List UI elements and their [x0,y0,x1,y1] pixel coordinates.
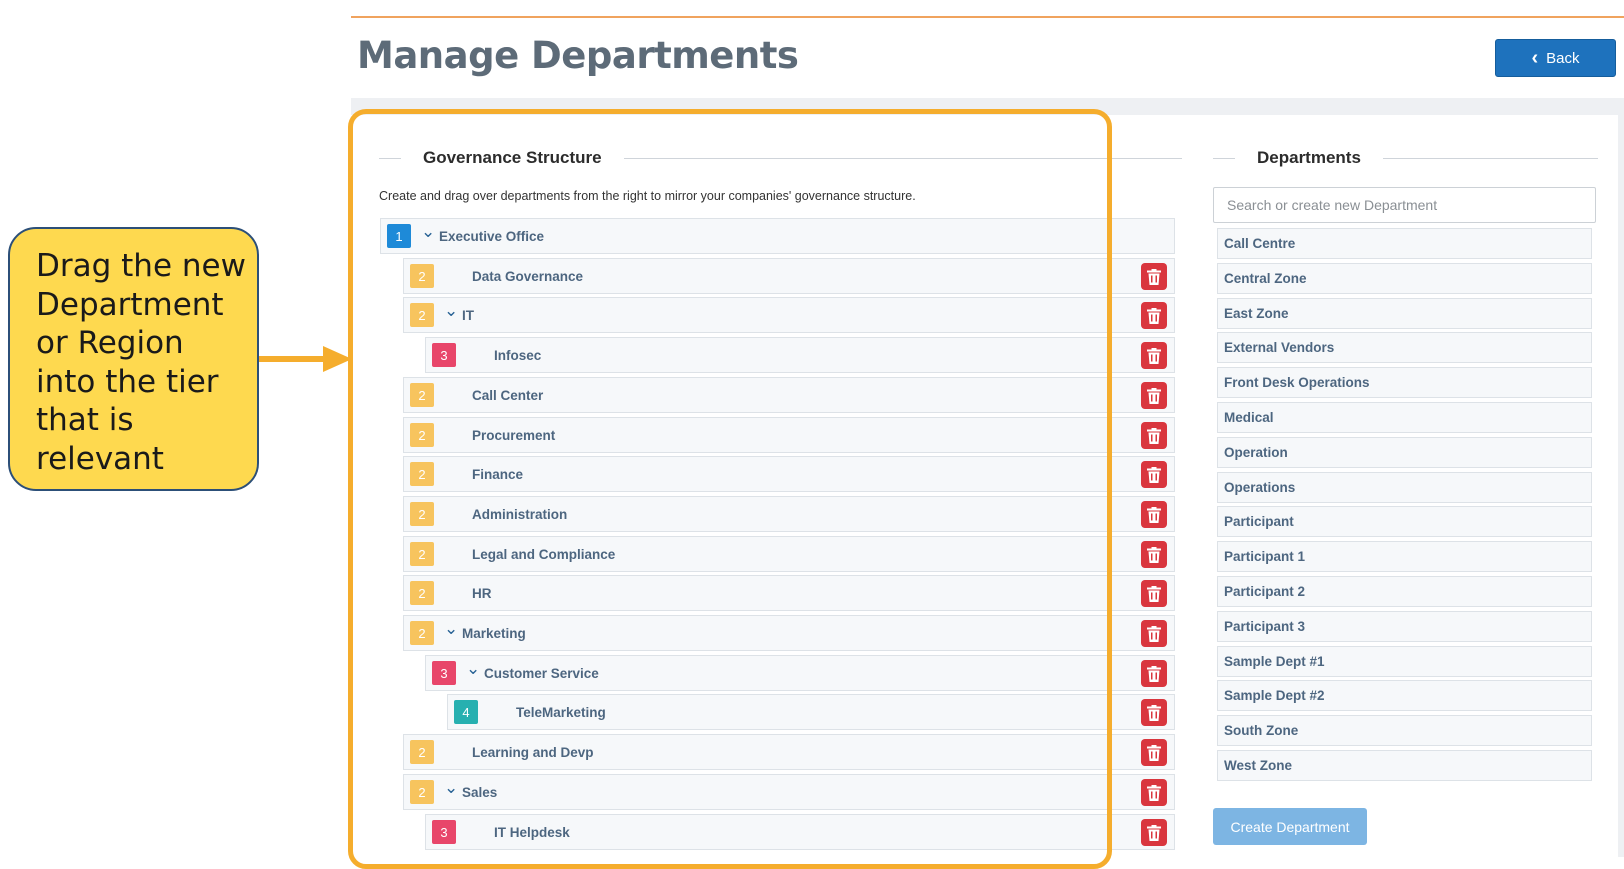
tier-badge: 3 [432,820,456,844]
chevron-down-icon[interactable]: ⌄ [421,221,436,241]
tier-badge: 3 [432,343,456,367]
department-item[interactable]: Participant [1217,506,1592,537]
department-item[interactable]: Call Centre [1217,228,1592,259]
department-item[interactable]: Sample Dept #2 [1217,680,1592,711]
tree-row-label: Infosec [494,347,542,363]
delete-button[interactable] [1141,302,1167,329]
chevron-down-icon[interactable]: ⌄ [444,618,459,638]
trash-icon [1147,428,1161,444]
department-item[interactable]: East Zone [1217,298,1592,329]
arrow-icon [259,345,352,373]
tree-row-label: Customer Service [484,665,599,681]
tree-row[interactable] [425,655,1175,691]
trash-icon [1147,507,1161,523]
department-search-input[interactable] [1213,187,1596,223]
divider [624,158,1182,159]
trash-icon [1147,705,1161,721]
delete-button[interactable] [1141,779,1167,806]
delete-button[interactable] [1141,382,1167,409]
tree-row-label: Data Governance [472,268,584,284]
instruction-callout: Drag the new Department or Region into the tier that is relevant [8,227,259,491]
tree-row[interactable] [425,337,1175,373]
divider [379,158,401,159]
trash-icon [1147,586,1161,602]
department-item[interactable]: Operations [1217,472,1592,503]
departments-header [1213,146,1598,170]
department-item[interactable]: Participant 2 [1217,576,1592,607]
tree-row-label: Marketing [462,625,526,641]
delete-button[interactable] [1141,501,1167,528]
department-item[interactable]: West Zone [1217,750,1592,781]
delete-button[interactable] [1141,620,1167,647]
department-item[interactable]: Medical [1217,402,1592,433]
tree-row-label: Sales [462,784,498,800]
delete-button[interactable] [1141,461,1167,488]
tier-badge: 2 [410,383,434,407]
trash-icon [1147,666,1161,682]
chevron-down-icon[interactable]: ⌄ [466,658,481,678]
tier-badge: 2 [410,581,434,605]
tree-row-label: Procurement [472,427,556,443]
department-item[interactable]: External Vendors [1217,332,1592,363]
tree-row-label: Executive Office [439,228,545,244]
tree-row[interactable] [403,496,1175,532]
chevron-left-icon: ‹ [1531,47,1539,69]
tier-badge: 2 [410,740,434,764]
department-item[interactable]: Participant 1 [1217,541,1592,572]
tier-badge: 2 [410,542,434,566]
trash-icon [1147,626,1161,642]
tree-row[interactable] [403,536,1175,572]
trash-icon [1147,308,1161,324]
delete-button[interactable] [1141,263,1167,290]
delete-button[interactable] [1141,422,1167,449]
tree-row[interactable] [380,218,1175,254]
tree-row[interactable] [425,814,1175,850]
department-item[interactable]: Sample Dept #1 [1217,646,1592,677]
tree-row-label: Learning and Devp [472,744,594,760]
tree-row-label: IT [462,307,474,323]
trash-icon [1147,269,1161,285]
department-item[interactable]: Central Zone [1217,263,1592,294]
tree-row[interactable] [403,377,1175,413]
tree-row-label: HR [472,585,492,601]
delete-button[interactable] [1141,739,1167,766]
tree-row-label: Legal and Compliance [472,546,616,562]
governance-header [379,146,1182,170]
divider [1213,158,1235,159]
tree-row[interactable] [403,456,1175,492]
governance-description: Create and drag over departments from the right to mirror your companies' governance structure. [379,189,916,203]
tree-row-label: TeleMarketing [516,704,606,720]
trash-icon [1147,467,1161,483]
trash-icon [1147,745,1161,761]
departments-title: Departments [1257,148,1361,167]
page-title: Manage Departments [357,34,799,77]
trash-icon [1147,348,1161,364]
department-item[interactable]: Operation [1217,437,1592,468]
tier-badge: 2 [410,780,434,804]
delete-button[interactable] [1141,660,1167,687]
tier-badge: 2 [410,423,434,447]
tier-badge: 2 [410,264,434,288]
tier-badge: 4 [454,700,478,724]
delete-button[interactable] [1141,342,1167,369]
chevron-down-icon[interactable]: ⌄ [444,300,459,320]
tree-row[interactable] [403,297,1175,333]
tree-row[interactable] [447,694,1175,730]
tier-badge: 1 [387,224,411,248]
tree-row-label: Administration [472,506,568,522]
delete-button[interactable] [1141,819,1167,846]
delete-button[interactable] [1141,699,1167,726]
tree-row-label: Call Center [472,387,544,403]
governance-title: Governance Structure [423,148,602,167]
tree-row[interactable] [403,774,1175,810]
tier-badge: 3 [432,661,456,685]
back-button-label: Back [1546,49,1580,67]
tree-row-label: Finance [472,466,524,482]
delete-button[interactable] [1141,580,1167,607]
header-divider [351,16,1624,18]
tree-row[interactable] [403,734,1175,770]
department-item[interactable]: Participant 3 [1217,611,1592,642]
back-button[interactable] [1495,39,1616,77]
trash-icon [1147,547,1161,563]
tier-badge: 2 [410,502,434,526]
tree-row[interactable] [403,575,1175,611]
tier-badge: 2 [410,462,434,486]
tier-badge: 2 [410,303,434,327]
tree-row-label: IT Helpdesk [494,824,570,840]
tree-row[interactable] [403,258,1175,294]
chevron-down-icon[interactable]: ⌄ [444,777,459,797]
department-item[interactable]: South Zone [1217,715,1592,746]
create-department-button[interactable]: Create Department [1213,808,1367,845]
tier-badge: 2 [410,621,434,645]
divider [1383,158,1598,159]
tree-row[interactable] [403,615,1175,651]
trash-icon [1147,825,1161,841]
department-item[interactable]: Front Desk Operations [1217,367,1592,398]
tree-row[interactable] [403,417,1175,453]
trash-icon [1147,785,1161,801]
delete-button[interactable] [1141,541,1167,568]
trash-icon [1147,388,1161,404]
